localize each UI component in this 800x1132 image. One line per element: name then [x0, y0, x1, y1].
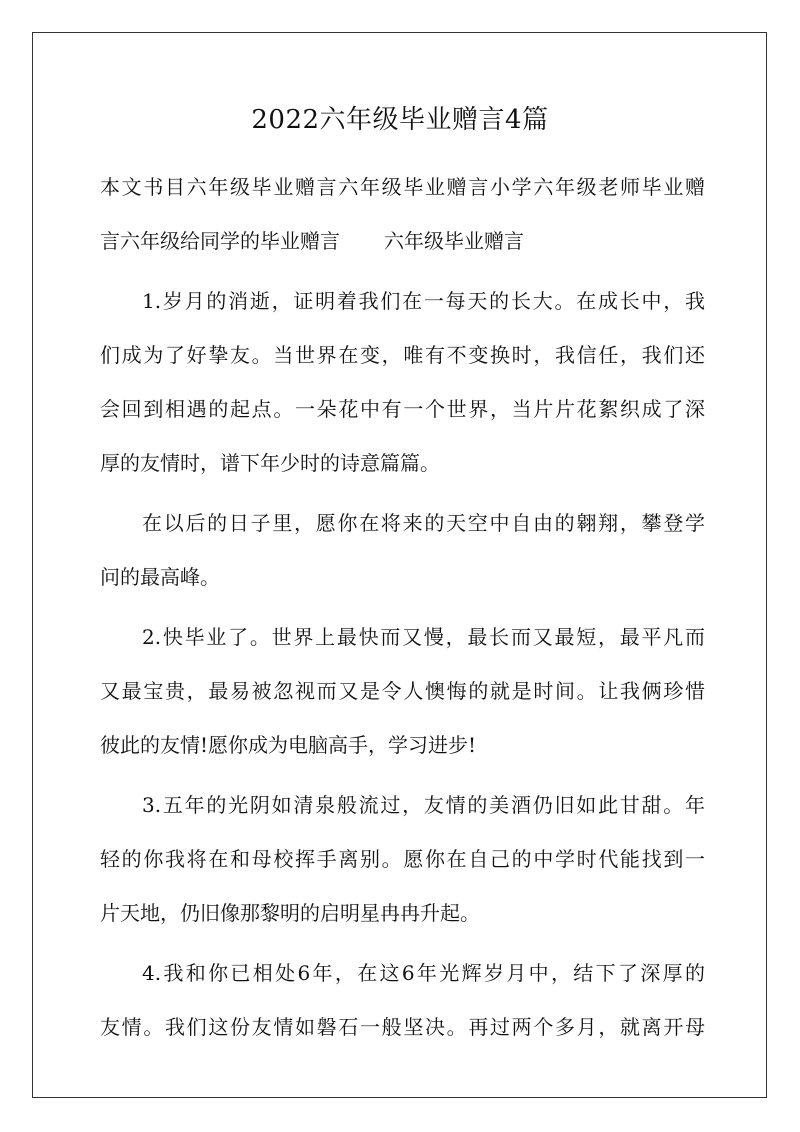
- paragraph-2: [100, 496, 705, 604]
- intro-paragraph: [100, 160, 705, 268]
- intro-line-2-part-1: 言六年级给同学的毕业赠言: [100, 229, 340, 253]
- paragraph-line: 厚的友情时，谱下年少时的诗意篇篇。: [100, 451, 440, 475]
- intro-line-2-part-2: 六年级毕业赠言: [384, 229, 524, 253]
- document-body: [100, 160, 705, 1054]
- paragraph-line: 友情。我们这份友情如磐石一般坚决。再过两个多月，就离开母: [100, 1015, 705, 1039]
- paragraph-line: 会回到相遇的起点。一朵花中有一个世界，当片片花絮织成了深: [100, 397, 705, 421]
- paragraph-line: 问的最高峰。: [100, 565, 220, 589]
- paragraph-1: [100, 274, 705, 490]
- paragraph-line: 又最宝贵，最易被忽视而又是令人懊悔的就是时间。让我俩珍惜: [100, 679, 705, 703]
- paragraph-3: [100, 610, 705, 772]
- document-title: 2022六年级毕业赠言4篇: [251, 105, 549, 135]
- paragraph-line: 轻的你我将在和母校挥手离别。愿你在自己的中学时代能找到一: [100, 847, 705, 871]
- paragraph-line: 2.快毕业了。世界上最快而又慢，最长而又最短，最平凡而: [142, 625, 705, 649]
- paragraph-line: 4.我和你已相处6年，在这6年光辉岁月中，结下了深厚的: [142, 961, 705, 985]
- paragraph-line: 彼此的友情!愿你成为电脑高手，学习进步!: [100, 733, 477, 757]
- paragraph-4: [100, 778, 705, 940]
- intro-line-2: [100, 214, 705, 268]
- intro-line-1: 本文书目六年级毕业赠言六年级毕业赠言小学六年级老师毕业赠: [100, 175, 705, 199]
- paragraph-line: 3.五年的光阴如清泉般流过，友情的美酒仍旧如此甘甜。年: [142, 793, 705, 817]
- paragraph-line: 1.岁月的消逝，证明着我们在一每天的长大。在成长中，我: [142, 289, 705, 313]
- paragraph-line: 在以后的日子里，愿你在将来的天空中自由的翱翔，攀登学: [142, 511, 705, 535]
- paragraph-line: 们成为了好挚友。当世界在变，唯有不变换时，我信任，我们还: [100, 343, 705, 367]
- paragraph-line: 片天地，仍旧像那黎明的启明星冉冉升起。: [100, 901, 480, 925]
- paragraph-5: [100, 946, 705, 1054]
